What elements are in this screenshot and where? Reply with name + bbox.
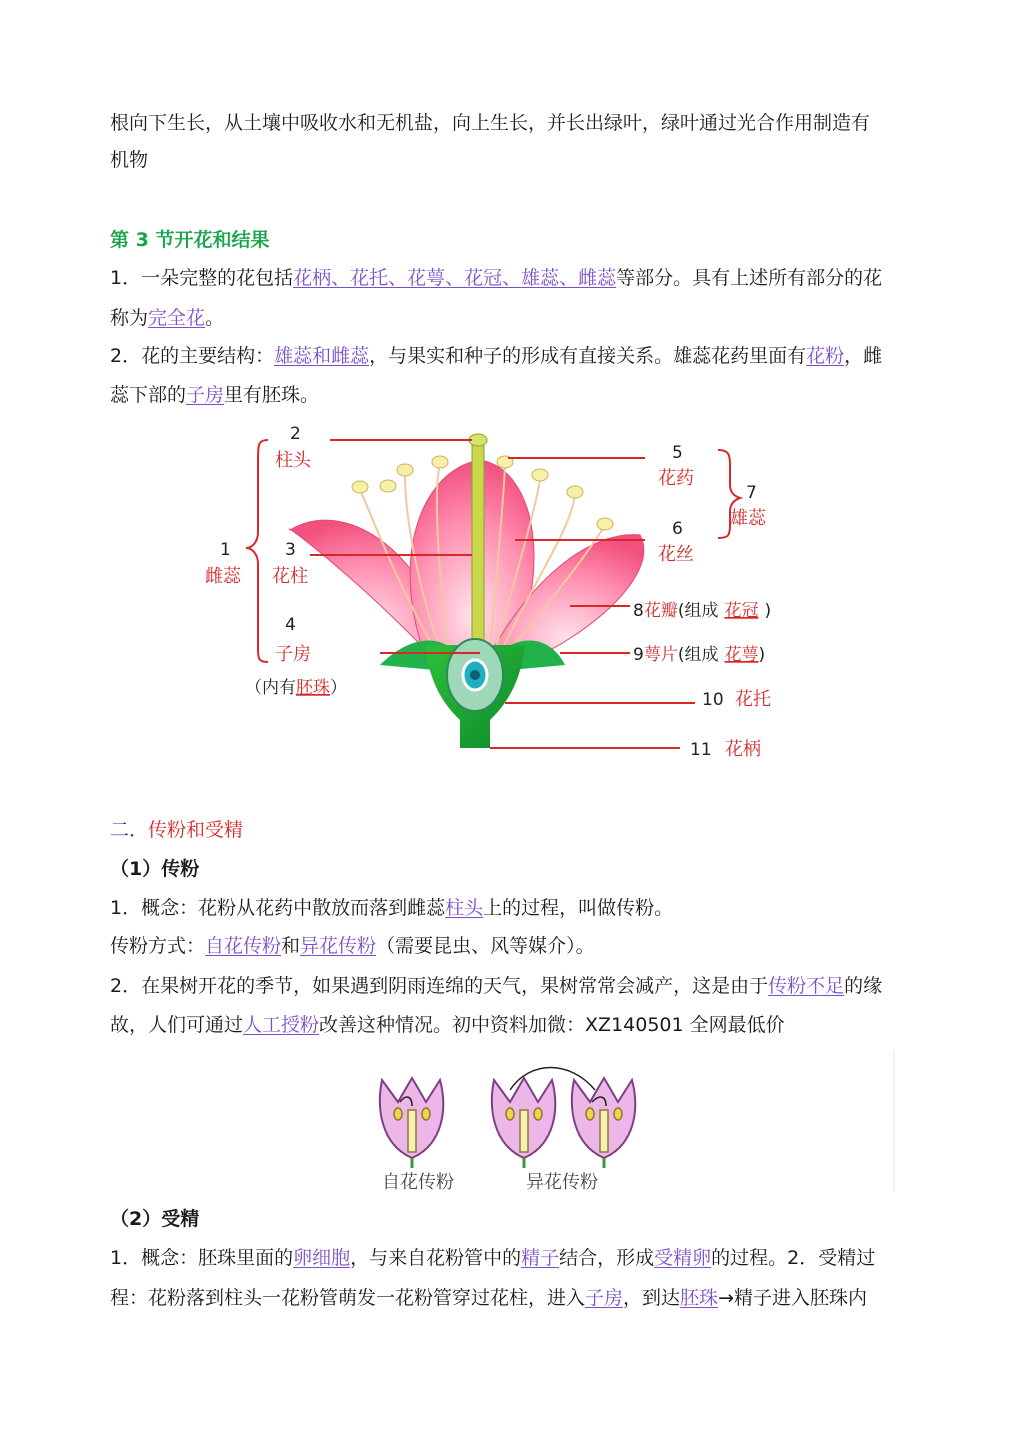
fertilization-line1 (110, 1246, 930, 1270)
label-filament: 花丝 (658, 544, 694, 565)
section3-p1-line2 (110, 306, 930, 330)
label-num-2: 2 (290, 424, 301, 444)
section2-heading: 传粉和受精 (148, 819, 244, 841)
text: 里有胚珠。 (224, 384, 320, 406)
label-num-1: 1 (220, 540, 231, 560)
label-cross-pollination: 异花传粉 (526, 1172, 598, 1193)
text: 程：花粉落到柱头一花粉管萌发一花粉管穿过花柱，进入 (110, 1287, 586, 1309)
label-num-7: 7 (746, 483, 757, 503)
label-stamen: 雄蕊 (730, 508, 766, 529)
anther (532, 469, 548, 481)
answer-insufficient-pollination: 传粉不足 (768, 975, 845, 997)
answer-ovary: 子房 (186, 384, 225, 406)
pollination-methods (110, 934, 930, 958)
answer-ovary-2: 子房 (585, 1287, 624, 1309)
subsection-pollination: （1）传粉 (110, 858, 200, 880)
label-num-4: 4 (285, 615, 296, 635)
pollination-concept (110, 896, 930, 920)
answer-egg-cell: 卵细胞 (293, 1247, 351, 1269)
text: 等部分。具有上述所有部分的花 (616, 267, 883, 289)
answer-cross-pollination: 异花传粉 (300, 935, 377, 957)
subsection-fertilization: （2）受精 (110, 1208, 200, 1230)
text: 。 (205, 307, 225, 329)
text: 的缘 (844, 975, 883, 997)
fertilization-line2 (110, 1286, 930, 1310)
text: 故，人们可通过 (110, 1014, 244, 1036)
text: 和 (281, 935, 301, 957)
intro-line-1: 根向下生长，从土壤中吸收水和无机盐，向上生长，并长出绿叶，绿叶通过光合作用制造有 (110, 112, 871, 134)
text: 2．花的主要结构： (110, 345, 275, 367)
pollination-q-line1 (110, 974, 930, 998)
answer-stigma: 柱头 (445, 897, 484, 919)
text: 改善这种情况。初中资料加微：XZ140501 全网最低价 (319, 1014, 785, 1036)
anther (380, 480, 396, 492)
flower-structure-diagram (190, 420, 830, 780)
text: 上的过程，叫做传粉。 (483, 897, 674, 919)
intro-line-2: 机物 (110, 149, 149, 171)
section3-title: 第 3 节开花和结果 (110, 229, 270, 251)
anther (567, 486, 583, 498)
anther (597, 518, 613, 530)
label-sepal: 9萼片(组成 花萼) (633, 645, 766, 665)
label-ovary-note: （内有胚珠） (245, 678, 347, 698)
label-self-pollination: 自花传粉 (382, 1172, 454, 1193)
section3-p2-line2 (110, 383, 930, 407)
text: 传粉方式： (110, 935, 206, 957)
section2-number: 二． (110, 819, 149, 841)
answer-flower-parts: 花柄、花托、花萼、花冠、雄蕊、雌蕊 (293, 267, 617, 289)
text: 蕊下部的 (110, 384, 187, 406)
pollination-q-line2 (110, 1013, 930, 1037)
answer-zygote: 受精卵 (654, 1247, 712, 1269)
text: 称为 (110, 307, 149, 329)
section3-p2-line1 (110, 344, 930, 368)
label-num-5: 5 (672, 443, 683, 463)
style (472, 440, 484, 655)
label-num-3: 3 (285, 540, 296, 560)
text: →精子进入胚珠内 (718, 1287, 867, 1309)
label-petal: 8花瓣(组成 花冠 ) (633, 601, 772, 621)
text: 1．概念：胚珠里面的 (110, 1247, 294, 1269)
anther (352, 481, 368, 493)
label-num-11: 11 (690, 740, 712, 760)
text: 结合，形成 (559, 1247, 655, 1269)
text: ，与果实和种子的形成有直接关系。雄蕊花药里面有 (369, 345, 807, 367)
answer-artificial-pollination: 人工授粉 (243, 1014, 320, 1036)
pollination-illustration (360, 1050, 900, 1200)
answer-sperm: 精子 (521, 1247, 560, 1269)
label-num-6: 6 (672, 519, 683, 539)
answer-ovule: 胚珠 (680, 1287, 719, 1309)
text: 2．在果树开花的季节，如果遇到阴雨连绵的天气，果树常常会减产，这是由于 (110, 975, 769, 997)
label-pistil: 雌蕊 (205, 566, 241, 587)
section2-title (110, 818, 930, 842)
label-pedicel: 花柄 (725, 739, 761, 760)
answer-complete-flower: 完全花 (148, 307, 206, 329)
pistil-brace (246, 440, 268, 662)
text: 1．概念：花粉从花药中散放而落到雌蕊 (110, 897, 446, 919)
label-receptacle: 花托 (735, 689, 771, 710)
text: （需要昆虫、风等媒介）。 (376, 935, 595, 957)
text: 的过程。2．受精过 (711, 1247, 876, 1269)
label-style: 花柱 (272, 566, 308, 587)
answer-self-pollination: 自花传粉 (205, 935, 282, 957)
anther (397, 464, 413, 476)
label-ovary: 子房 (275, 644, 311, 665)
text: 1．一朵完整的花包括 (110, 267, 294, 289)
answer-pollen: 花粉 (806, 345, 845, 367)
answer-main-structure: 雄蕊和雌蕊 (274, 345, 370, 367)
section3-p1-line1 (110, 266, 930, 290)
text: ，到达 (623, 1287, 681, 1309)
text: ，雌 (844, 345, 883, 367)
anther (432, 456, 448, 468)
text: ，与来自花粉管中的 (350, 1247, 522, 1269)
label-stigma: 柱头 (275, 450, 311, 471)
label-anther: 花药 (658, 468, 694, 489)
label-num-10: 10 (702, 690, 724, 710)
